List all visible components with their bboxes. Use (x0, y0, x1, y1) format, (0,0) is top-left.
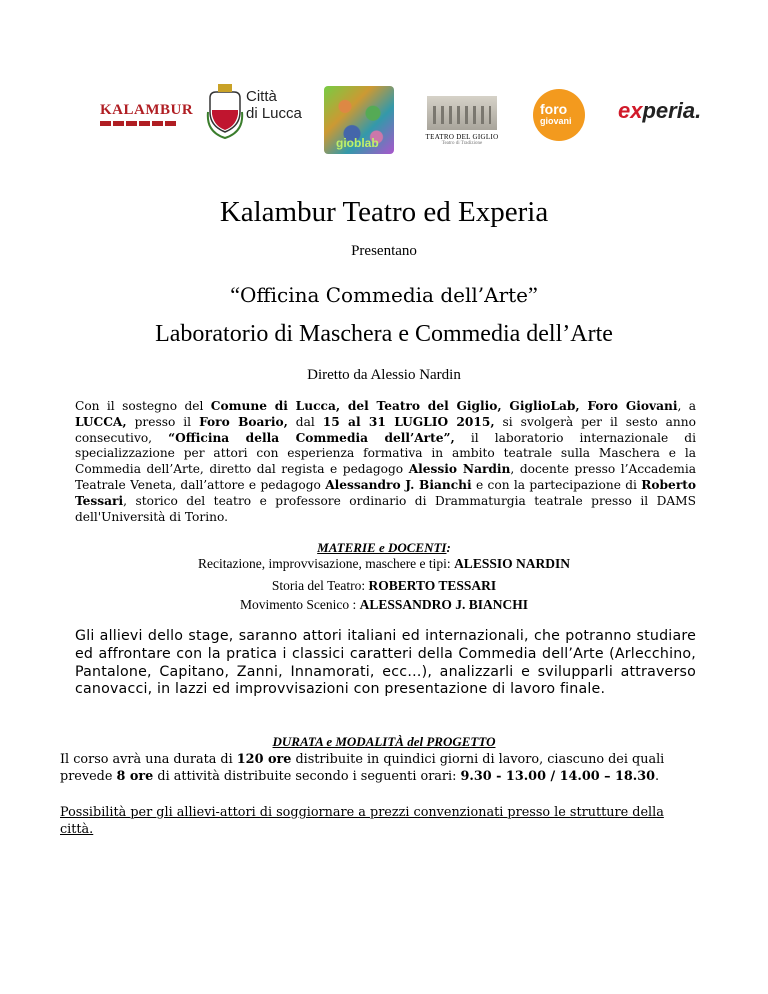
lucca-logo-line2: di Lucca (246, 105, 302, 122)
kalambur-logo-bar (100, 121, 178, 126)
officina-title (0, 282, 768, 308)
materie-line-storia (0, 578, 768, 594)
theatre-building-icon (427, 96, 497, 130)
intro-text: il laboratorio internazionale di specializzazione per attori con esperienza formativa in ambito teatrale sulla Maschera e la Commedia dell’Arte, diretto dal regista e pedagogo (75, 430, 696, 477)
teatro-del-giglio-logo (422, 96, 502, 154)
document-title: Kalambur Teatro ed Experia (219, 196, 549, 228)
materie-line-recitazione (0, 556, 768, 572)
gigliolab-logo-text: gioblab (336, 136, 379, 150)
lucca-logo-line1: Città (246, 88, 277, 105)
close-quote: ” (528, 282, 538, 307)
presentano-label: Presentano (351, 243, 417, 259)
durata-paragraph (60, 751, 710, 785)
alloggio-note: Possibilità per gli allievi-attori di soggiornare a prezzi convenzionati presso le strutture della città. (60, 805, 664, 837)
intro-text: presso il (126, 414, 200, 429)
intro-text: dal (287, 414, 323, 429)
laboratorio-subtitle: Laboratorio di Maschera e Commedia dell’Arte (155, 321, 613, 347)
intro-bold: “Officina della Commedia dell’Arte”, (168, 430, 455, 445)
intro-bold: Foro Boario, (199, 414, 288, 429)
experia-logo (618, 98, 708, 128)
lucca-crest-icon (206, 82, 244, 140)
officina-name: Officina Commedia dell’Arte (239, 283, 529, 307)
intro-bold: 15 al 31 LUGLIO 2015, (322, 414, 495, 429)
experia-logo-suffix: peria. (642, 98, 702, 123)
foro-logo-circle (533, 89, 585, 141)
intro-text: , a (677, 399, 697, 413)
materie-docente: ALESSANDRO J. BIANCHI (359, 597, 529, 612)
intro-text: e con la partecipazione di (471, 477, 642, 492)
citta-di-lucca-logo (206, 82, 316, 142)
gigliolab-logo (324, 86, 394, 154)
lucca-logo-text (246, 88, 302, 122)
teatro-logo-subtext: Teatro di Tradizione (441, 141, 483, 146)
intro-text: si svolgerà per il sesto anno consecutivo, (75, 414, 696, 445)
materie-heading (0, 540, 768, 556)
intro-bold: LUCCA, (75, 414, 127, 429)
sponsor-logos (96, 80, 706, 160)
intro-text: , storico del teatro e professore ordinario di Drammaturgia teatrale presso il DAMS dell'Università di Torino. (75, 493, 696, 524)
kalambur-logo (100, 102, 194, 132)
intro-bold: Comune di Lucca, del Teatro del Giglio, GiglioLab, Foro Giovani (210, 399, 678, 413)
intro-bold: Alessandro J. Bianchi (325, 477, 472, 492)
experia-logo-prefix: ex (618, 98, 643, 123)
intro-bold: Alessio Nardin (408, 462, 511, 477)
materie-label: Recitazione, improvvisazione, maschere e tipi: (198, 556, 455, 571)
foro-logo-top: foro (540, 101, 568, 117)
durata-text: Il corso avrà una durata di (60, 752, 237, 767)
materie-heading-text: MATERIE e DOCENTI (317, 540, 447, 555)
intro-paragraph (75, 399, 696, 525)
durata-bold: 8 ore (116, 769, 154, 784)
materie-label: Storia del Teatro: (271, 578, 369, 593)
durata-orari: 9.30 - 13.00 / 14.00 – 18.30 (460, 769, 656, 784)
kalambur-logo-text: KALAMBUR (100, 102, 194, 118)
open-quote: “ (230, 282, 240, 307)
foro-logo-bottom: giovani (540, 116, 572, 126)
materie-docente: ROBERTO TESSARI (368, 578, 497, 593)
teatro-logo-text: TEATRO DEL GIGLIO (425, 133, 499, 141)
diretto-da-line: Diretto da Alessio Nardin (307, 367, 461, 383)
durata-heading (0, 734, 768, 750)
materie-heading-colon: : (446, 540, 451, 555)
durata-text: . (655, 769, 660, 784)
materie-label: Movimento Scenico : (239, 597, 360, 612)
intro-text: Con il sostegno del (75, 399, 211, 413)
durata-text: di attività distribuite secondo i seguenti orari: (153, 769, 461, 784)
foro-giovani-logo (530, 86, 590, 144)
materie-line-movimento (0, 597, 768, 613)
materie-docente: ALESSIO NARDIN (454, 556, 570, 571)
durata-heading-text: DURATA e MODALITÀ del PROGETTO (272, 734, 496, 749)
durata-text: distribuite in quindici giorni di lavoro, ciascuno dei quali prevede (60, 752, 665, 784)
intro-bold: Roberto Tessari (75, 477, 696, 508)
durata-bold: 120 ore (236, 752, 292, 767)
foro-logo-text (540, 103, 572, 127)
intro-text: , docente presso l’Accademia Teatrale Veneta, dall’attore e pedagogo (75, 462, 696, 492)
allievi-paragraph: Gli allievi dello stage, saranno attori italiani ed internazionali, che potranno studiare ed affrontare con la pratica i classici caratteri della Commedia dell’Arte (Arlecchino, Pantalone, Capitano, Zanni, Innamorati, ecc…), analizzarli e svilupparli attraverso canovacci, in lazzi ed improvvisazioni con presentazione di lavoro finale. (75, 628, 696, 698)
